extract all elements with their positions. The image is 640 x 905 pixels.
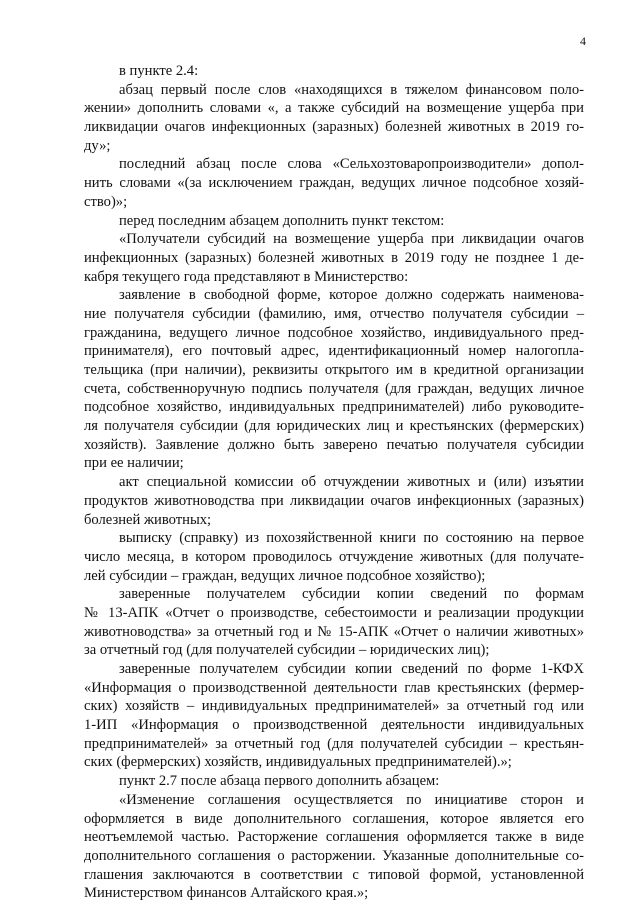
text-line: 1-ИП «Информация о производственной деятельности индивидуальных — [84, 717, 584, 734]
text-line: кабря текущего года представляют в Министерство: — [84, 268, 409, 285]
text-line: дополнительного соглашения о расторжении. Указанные дополнительные со- — [84, 847, 584, 864]
page-number: 4 — [580, 34, 586, 48]
text-line: «Информация о производственной деятельности глав крестьянских (фермер- — [84, 679, 584, 696]
text-line: гражданина, ведущего личное подсобное хозяйство, индивидуального пред- — [84, 324, 584, 341]
text-line: глашения заключаются в соответствии с типовой формой, установленной — [84, 866, 584, 883]
text-line: жении» дополнить словами «, а также субсидий на возмещение ущерба при — [84, 100, 584, 117]
text-line: абзац первый после слов «находящихся в тяжелом финансовом поло- — [119, 81, 584, 98]
text-line: при ее наличии; — [84, 455, 184, 472]
text-line: акт специальной комиссии об отчуждении животных и (или) изъятии — [119, 474, 584, 491]
text-line: «Изменение соглашения осуществляется по инициативе сторон и — [119, 791, 584, 808]
text-line: ских (фермерских) хозяйств, индивидуальных предпринимателей).»; — [84, 754, 512, 771]
text-line: неотъемлемой частью. Расторжение соглашения оформляется также в виде — [84, 829, 584, 846]
text-line: предпринимателей» за отчетный год (для получателей субсидии – крестьян- — [84, 735, 584, 752]
document-body — [84, 62, 584, 903]
text-line: продуктов животноводства при ликвидации очагов инфекционных (заразных) — [84, 492, 584, 509]
text-line: животноводства» за отчетный год и № 15-АПК «Отчет о наличии животных» — [84, 623, 584, 640]
text-line: тельщика (при наличии), реквизиты открытого им в кредитной организации — [84, 362, 584, 378]
text-line: Министерством финансов Алтайского края.»; — [84, 885, 369, 902]
text-line: ду»; — [84, 137, 111, 154]
text-line: ство)»; — [84, 193, 128, 210]
text-line: подсобное хозяйство, индивидуальных предпринимателей) либо руководите- — [84, 399, 584, 416]
text-line: счета, собственноручную подпись получателя (для граждан, ведущих личное — [84, 380, 584, 397]
text-line: выписку (справку) из похозяйственной книги по состоянию на первое — [119, 530, 584, 547]
text-line: хозяйств). Заявление должно быть заверено печатью получателя субсидии — [84, 436, 584, 453]
text-line: число месяца, в котором проводилось отчуждение животных (для получате- — [84, 548, 584, 565]
text-line: заверенные получателем субсидии копии сведений по форме 1-КФХ — [119, 661, 584, 677]
text-line: «Получатели субсидий на возмещение ущерба при ликвидации очагов — [119, 231, 584, 248]
text-line: № 13-АПК «Отчет о производстве, себестоимости и реализации продукции — [84, 604, 584, 621]
text-line: лей субсидии – граждан, ведущих личное подсобное хозяйство); — [84, 567, 486, 584]
text-line: оформляется в виде дополнительного соглашения, которое является его — [84, 810, 584, 827]
text-line: перед последним абзацем дополнить пункт текстом: — [119, 212, 445, 229]
text-line: в пункте 2.4: — [119, 63, 199, 79]
text-line: болезней животных; — [84, 511, 212, 528]
text-line: нить словами «(за исключением граждан, ведущих личное подсобное хозяй- — [84, 175, 584, 192]
text-line: заявление в свободной форме, которое должно содержать наименова- — [119, 287, 584, 304]
text-line: последний абзац после слова «Сельхозтоваропроизводители» допол- — [119, 156, 584, 173]
text-line: принимателя), его почтовый адрес, идентификационный номер налогопла- — [84, 343, 584, 360]
text-line: ских) хозяйств – индивидуальных предпринимателей» за отчетный год или — [84, 698, 584, 715]
text-line: ние получателя субсидии (фамилию, имя, отчество получателя субсидии – — [84, 305, 584, 322]
text-line: инфекционных (заразных) болезней животных в 2019 году не позднее 1 де- — [84, 249, 584, 266]
text-line: пункт 2.7 после абзаца первого дополнить абзацем: — [119, 773, 440, 790]
text-line: ликвидации очагов инфекционных (заразных) болезней животных в 2019 го- — [84, 119, 584, 136]
text-line: за отчетный год (для получателей субсидии – юридических лиц); — [84, 642, 490, 659]
text-line: ля получателя субсидии (для юридических лиц и крестьянских (фермерских) — [84, 418, 584, 435]
text-line: заверенные получателем субсидии копии сведений по формам — [119, 586, 584, 603]
